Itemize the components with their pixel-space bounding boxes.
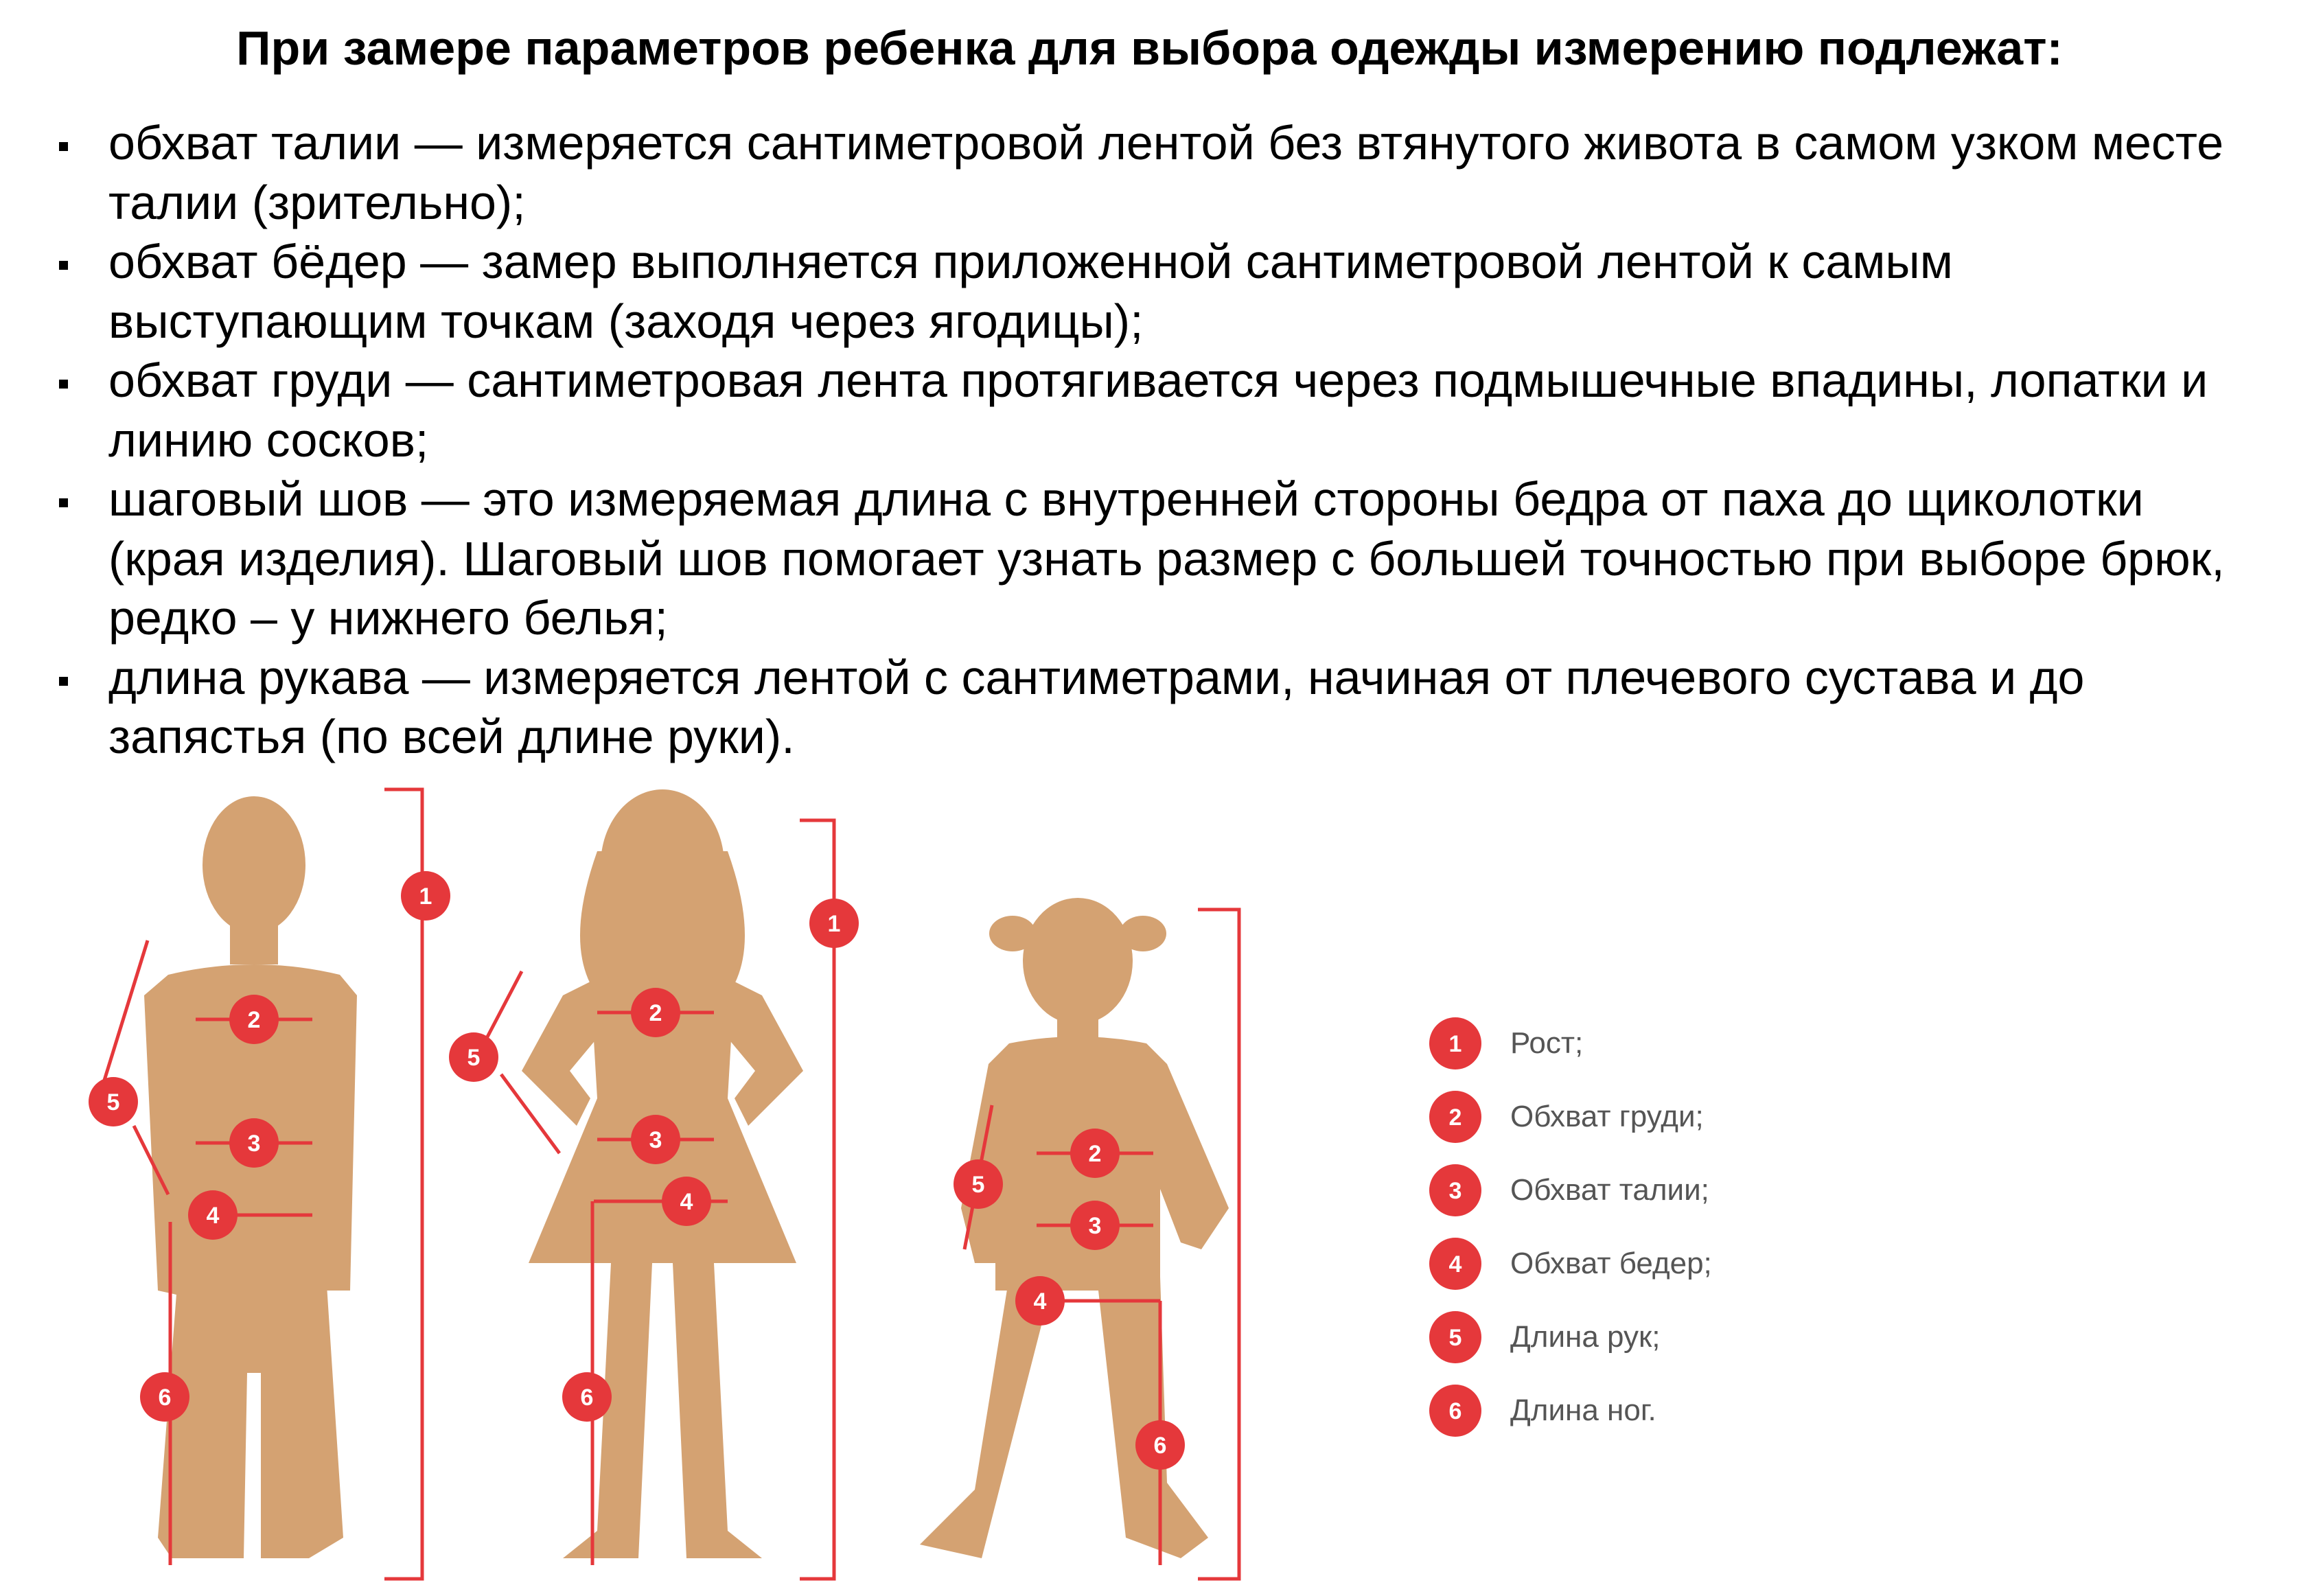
svg-text:5: 5: [467, 1045, 481, 1071]
badge-2: [631, 988, 680, 1037]
girl-silhouette: [522, 789, 803, 1558]
svg-text:5: 5: [1448, 1325, 1462, 1351]
list-item-text: обхват талии — измеряется сантиметровой лентой без втянутого живота в самом узком месте талии (зрительно);: [108, 116, 2224, 229]
badge-4: [662, 1177, 711, 1226]
bullet-marker: [59, 498, 68, 507]
svg-text:2: 2: [1088, 1141, 1102, 1167]
svg-text:6: 6: [1448, 1398, 1462, 1424]
legend-item: [1429, 1017, 1583, 1069]
svg-text:Обхват талии;: Обхват талии;: [1510, 1173, 1709, 1207]
svg-text:Обхват груди;: Обхват груди;: [1510, 1100, 1704, 1133]
badge-5: [449, 1032, 498, 1082]
badge-2: [229, 995, 279, 1044]
list-item-text: длина рукава — измеряется лентой с сантиметрами, начиная от плечевого сустава и до запястья (по всей длине руки).: [108, 650, 2085, 763]
legend: [1429, 1017, 1712, 1437]
svg-text:Длина ног.: Длина ног.: [1510, 1393, 1656, 1427]
measurement-list: [55, 113, 2265, 767]
list-item: [55, 351, 2265, 470]
svg-text:4: 4: [680, 1189, 693, 1215]
badge-1: [401, 871, 450, 921]
svg-text:6: 6: [1153, 1433, 1167, 1459]
svg-text:Обхват бедер;: Обхват бедер;: [1510, 1247, 1712, 1280]
svg-text:3: 3: [649, 1127, 662, 1153]
list-item: [55, 470, 2265, 648]
bullet-marker: [59, 261, 68, 270]
svg-text:2: 2: [649, 1000, 662, 1026]
svg-text:1: 1: [419, 883, 432, 910]
badge-3: [1070, 1201, 1120, 1250]
legend-item: [1429, 1311, 1661, 1363]
measurement-illustration: [0, 769, 2299, 1596]
badge-4: [188, 1190, 238, 1240]
legend-item: [1429, 1238, 1712, 1290]
badge-5: [954, 1159, 1003, 1209]
badge-3: [631, 1115, 680, 1164]
badge-6: [562, 1372, 612, 1422]
svg-text:4: 4: [206, 1203, 220, 1229]
svg-text:6: 6: [580, 1385, 594, 1411]
badge-6: [1135, 1420, 1185, 1470]
svg-text:3: 3: [247, 1131, 261, 1157]
list-item: [55, 113, 2265, 232]
svg-text:4: 4: [1448, 1251, 1462, 1277]
svg-text:3: 3: [1088, 1213, 1102, 1239]
list-item: [55, 232, 2265, 351]
list-item-text: обхват груди — сантиметровая лента протягивается через подмышечные впадины, лопатки и линию сосков;: [108, 354, 2208, 467]
svg-text:6: 6: [158, 1385, 172, 1411]
badge-2: [1070, 1129, 1120, 1178]
svg-text:Рост;: Рост;: [1510, 1026, 1584, 1060]
badge-3: [229, 1118, 279, 1168]
badge-1: [809, 899, 859, 948]
svg-text:Длина рук;: Длина рук;: [1510, 1320, 1661, 1354]
list-item-text: шаговый шов — это измеряемая длина с внутренней стороны бедра от паха до щиколотки (края изделия). Шаговый шов помогает узнать размер с большей точностью при выборе брюк, редко – у нижнего белья;: [108, 472, 2225, 645]
svg-text:4: 4: [1033, 1288, 1047, 1315]
bullet-marker: [59, 380, 68, 389]
legend-item: [1429, 1091, 1704, 1143]
svg-text:3: 3: [1448, 1178, 1462, 1204]
svg-text:2: 2: [247, 1007, 261, 1033]
badge-4: [1015, 1276, 1065, 1326]
boy-silhouette: [144, 796, 357, 1558]
svg-text:5: 5: [106, 1089, 120, 1115]
bullet-marker: [59, 677, 68, 686]
svg-text:1: 1: [1448, 1031, 1462, 1057]
badge-5: [89, 1077, 138, 1126]
list-item-text: обхват бёдер — замер выполняется приложенной сантиметровой лентой к самым выступающим точкам (заходя через ягодицы);: [108, 235, 1953, 348]
svg-text:2: 2: [1448, 1105, 1462, 1131]
bullet-marker: [59, 142, 68, 151]
page-title: При замере параметров ребенка для выбора одежды измерению подлежат:: [236, 21, 2063, 75]
legend-item: [1429, 1164, 1709, 1216]
legend-item: [1429, 1385, 1656, 1437]
svg-text:1: 1: [827, 911, 841, 937]
badge-6: [140, 1372, 189, 1422]
svg-text:5: 5: [971, 1172, 985, 1198]
list-item: [55, 648, 2265, 767]
